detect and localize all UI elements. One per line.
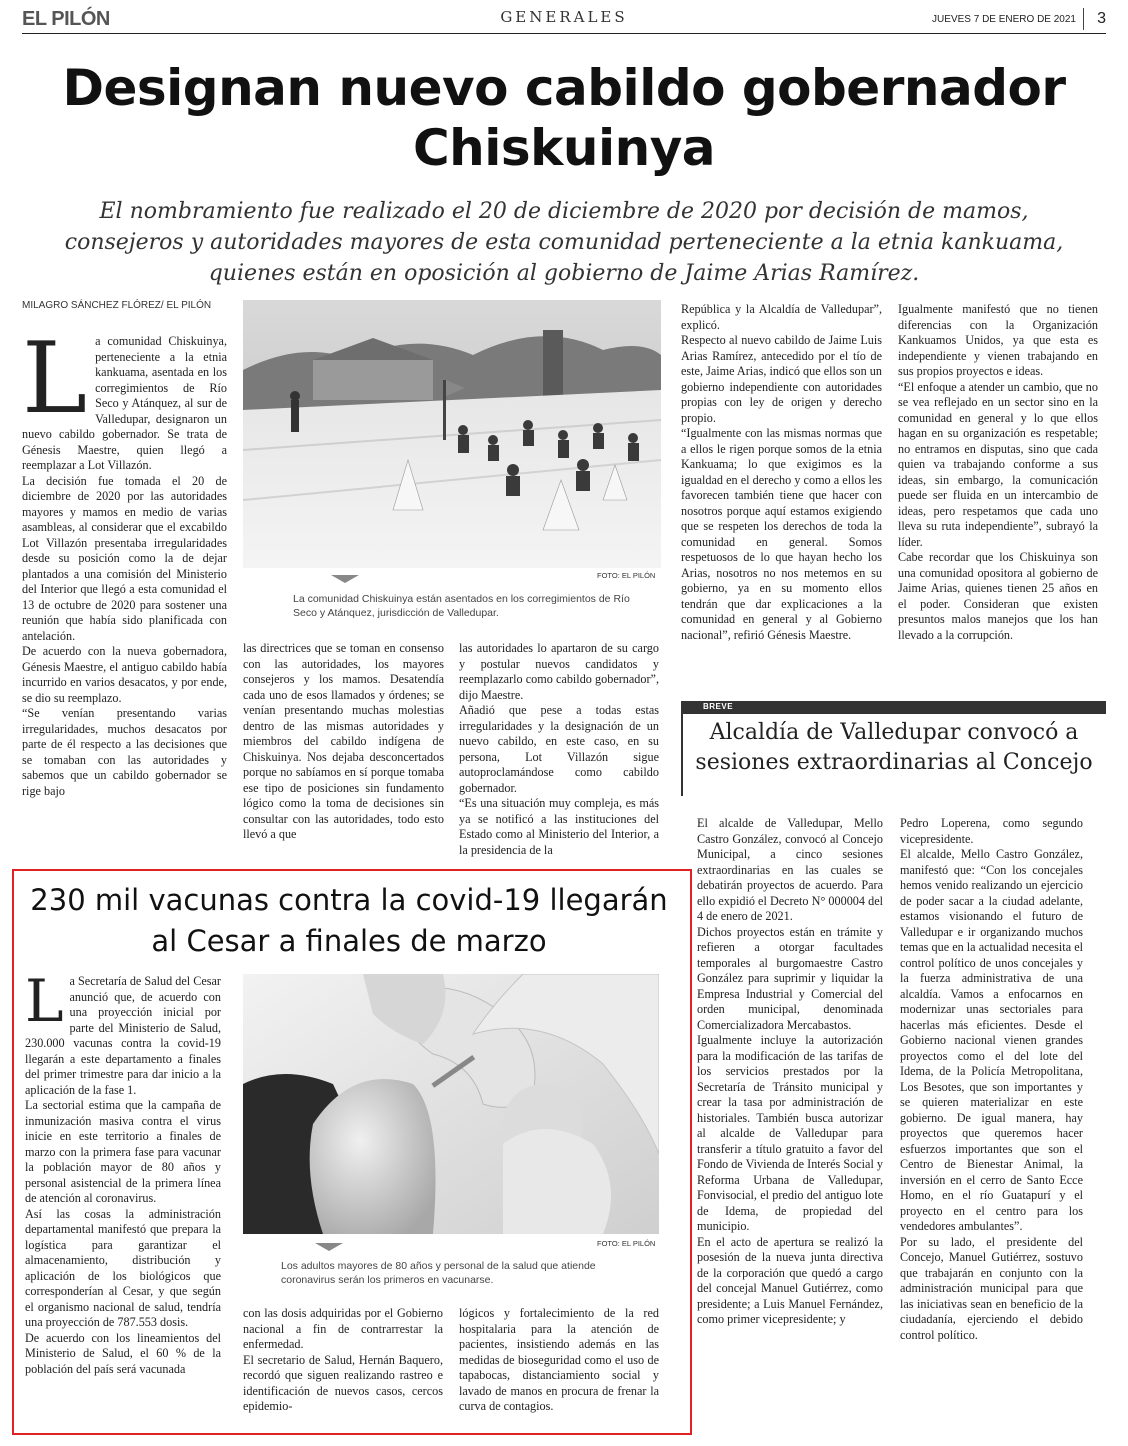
paragraph: “Es una situación muy compleja, es más ya se notificó a las instituciones del Estado como al Ministerio del Interior, a la presidencia de la: [459, 796, 659, 857]
newspaper-logo: EL PILÓN: [22, 8, 110, 30]
paragraph: Así las cosas la administración departamental manifestó que prepara la logística para garantizar el almacenamiento, distribución y aplicación de los biológicos que corresponderían al Cesar, y que según el organismo nacional de salud, tendría una proyección de 787.553 dosis.: [25, 1206, 221, 1329]
paragraph: De acuerdo con la nueva gobernadora, Génesis Maestre, el antiguo cabildo había incurrido en varios desacatos, y por ende, se dio su reemplazo.: [22, 644, 227, 705]
photo-caption: La comunidad Chiskuinya están asentados en los corregimientos de Río Seco y Atánquez, jurisdicción de Valledupar.: [293, 593, 630, 619]
paragraph: República y la Alcaldía de Valledupar”, explicó.: [681, 302, 882, 332]
paragraph: Respecto al nuevo cabildo de Jaime Luis Arias Ramírez, antecedido por el tío de este, Jaime Arias, indicó que ellos son un gobierno independiente con autoridades propias con ley de origen y derecho propio.: [681, 333, 882, 425]
issue-date: JUEVES 7 DE ENERO DE 2021: [932, 14, 1076, 25]
breve-rule: [681, 714, 683, 796]
photo-credit: FOTO: EL PILÓN: [597, 571, 656, 580]
vaccine-column-1: [25, 967, 221, 1424]
divider: [1083, 8, 1084, 30]
vaccine-headline: 230 mil vacunas contra la covid-19 llegarán al Cesar a finales de marzo: [30, 883, 668, 958]
byline: MILAGRO SÁNCHEZ FLÓREZ/ EL PILÓN: [22, 300, 212, 311]
vaccine-column-3: [459, 1306, 659, 1424]
main-column-3: [459, 641, 659, 863]
main-column-1: [22, 322, 227, 864]
paragraph: “Igualmente con las mismas normas que a ellos le rigen porque somos de la etnia Kankuama; lo que exigimos es la igualdad en el derecho y como a ellos les favorecen también tiene que hacer con nosotros porque aquí estamos exigiendo que se respeten los derechos de toda la comunidad en general. Somos respetuosos de lo que hayan hecho los Arias, nosotros no nos metemos en su gobierno, ya en su momento ellos tendrán que dar explicaciones a la comunidad en general y al Gobierno nacional”, refirió Génesis Maestre.: [681, 426, 882, 642]
caption-pointer-icon: [315, 1243, 343, 1251]
paragraph: las autoridades lo apartaron de su cargo y postular nuevos candidatos y reemplazarlo como cabildo gobernador”, dijo Maestre.: [459, 641, 659, 702]
paragraph: a Secretaría de Salud del Cesar anunció que, de acuerdo con una proyección inicial por parte del Ministerio de Salud, 230.000 vacunas contra la covid-19 llegarán a este departamento a finales del primer trimestre para dar inicio a la aplicación de la fase 1.: [25, 974, 221, 1097]
paragraph: Pedro Loperena, como segundo vicepresidente.: [900, 816, 1083, 846]
section-title: GENERALES: [500, 8, 628, 26]
dropcap: L: [25, 967, 64, 1035]
paragraph: Igualmente manifestó que no tienen diferencias con la Organización Kankuamos Unidos, ya que esta es independiente y vienen trabajando en sus propios proyectos e ideas.: [898, 302, 1098, 378]
paragraph: “Se venían presentando varias irregularidades, muchos desacatos por parte de él respecto a las decisiones que se tomaban con las autoridades y sabemos que un cabildo gobernador se rige bajo: [22, 706, 227, 798]
breve-headline: Alcaldía de Valledupar convocó a sesiones extraordinarias al Concejo: [695, 720, 1093, 775]
paragraph: Cabe recordar que los Chiskuinya son una comunidad opositora al gobierno de Jaime Arias, quienes tienen 25 años en el poder. Consideran que existen presuntos malos manejos que los han llevado a la corrupción.: [898, 550, 1098, 642]
photo-caption: Los adultos mayores de 80 años y personal de la salud que atiende coronavirus serán los primeros en vacunarse.: [281, 1260, 596, 1286]
breve-tag: BREVE: [703, 702, 734, 711]
photo-credit: FOTO: EL PILÓN: [597, 1239, 656, 1248]
community-photo: [243, 300, 661, 568]
breve-column-2: [900, 816, 1083, 1416]
masthead: [22, 6, 1106, 34]
paragraph: La decisión fue tomada el 20 de diciembre de 2020 por las autoridades mayores y mamos en medio de varias asambleas, al considerar que el excabildo Lot Villazón presentaba irregularidades desde su posición como la de dejar plantados a una comisión del Ministerio del Interior que llegó a esta comunidad el 13 de octubre de 2020 para sostener una reunión que había sido planificada con antelación.: [22, 473, 227, 643]
paragraph: Añadió que pese a todas estas irregularidades y la designación de un nuevo cabildo, en este caso, en su persona, Lot Villazón sigue autoproclamándose como cabildo gobernador.: [459, 703, 659, 795]
paragraph: La sectorial estima que la campaña de inmunización masiva contra el virus inicie en este territorio a finales de marzo con la primera fase para vacunar la población mayor de 80 años y personal asistencial de la primera línea de atención al coronavirus.: [25, 1098, 221, 1205]
paragraph: las directrices que se toman en consenso con las autoridades, los mayores consejeros y los mamos. Desatendía cada uno de esos llamados y órdenes; se venían presentando muchas molestias dentro de las mismas autoridades y miembros del cabildo indígena de Chiskuinya. Nos dejaba desconcertados porque no sabíamos en sí porque tomaba ese tipo de posiciones sin fundamento lógico como la toma de decisiones sin consultar con las autoridades, todo esto llevó a que: [243, 641, 444, 841]
paragraph: Por su lado, el presidente del Concejo, Manuel Gutiérrez, sostuvo que trabajarán en conjunto con la administración municipal para que las iniciativas sean en beneficio de la ciudadanía, ejerciendo el debido control político.: [900, 1234, 1083, 1342]
breve-bar: [681, 701, 1106, 714]
paragraph: Dichos proyectos están en trámite y refieren a otorgar facultades temporales al burgomaestre Castro González para suprimir y liquidar la Empresa Industrial y Comercial del orden municipal, denominada Comercializadora Mercabastos.: [697, 924, 883, 1032]
page-number: 3: [1097, 10, 1106, 27]
paragraph: con las dosis adquiridas por el Gobierno nacional a fin de contrarrestar la enfermedad.: [243, 1306, 443, 1351]
paragraph: El secretario de Salud, Hernán Baquero, recordó que siguen realizando rastreo e identificación de nuevos casos, cercos epidemio-: [243, 1352, 443, 1413]
vaccine-column-2: [243, 1306, 443, 1424]
main-headline: Designan nuevo cabildo gobernador Chiskuinya: [62, 59, 1066, 177]
paragraph: lógicos y fortalecimiento de la red hospitalaria para la atención de pacientes, insistiendo además en las medidas de bioseguridad como el uso de tapabocas, distanciamiento social y lavado de manos en procura de frenar la curva de contagios.: [459, 1306, 659, 1413]
main-column-5: [898, 302, 1098, 682]
paragraph: De acuerdo con los lineamientos del Ministerio de Salud, el 60 % de la población del país será vacunada: [25, 1330, 221, 1376]
vaccination-photo: [243, 974, 659, 1234]
paragraph: a comunidad Chiskuinya, perteneciente a la etnia kankuama, asentada en los corregimientos de Río Seco y Atánquez, al sur de Valledupar, designaron un nuevo cabildo gobernador. Se trata de Génesis Maestre, quien llegó a reemplazar a Lot Villazón.: [22, 334, 227, 472]
paragraph: El alcalde de Valledupar, Mello Castro González, convocó al Concejo Municipal, a cinco sesiones extraordinarias en las cuales se debatirán proyectos de acuerdo. Para ello expidió el Decreto N° 000004 del 4 de enero de 2021.: [697, 816, 883, 923]
paragraph: “El enfoque a atender un cambio, que no se vea reflejado en un sector sino en la comunidad en general y lo que ellos hagan en su organización es respetable; no entramos en disputas, sino que cada quien va trabajando conforme a sus ideas, sin embargo, la comunicación puede ser fluida en un intercambio de ideas, pero respetamos que cada uno lleva su ruta independiente”, subrayó la líder.: [898, 379, 1098, 549]
dropcap: L: [22, 322, 88, 436]
paragraph: Igualmente incluye la autorización para la modificación de las tarifas de los servicios prestados por la Secretaría de Tránsito municipal y crear la tasa por administración de historiales. También busca autorizar al alcalde de Valledupar para transferir a título gratuito a favor del Fondo de Vivienda de Interés Social y Reforma Urbana de Valledupar, Fonvisocial, el predio del antiguo lote de Idema, de propiedad del municipio.: [697, 1033, 883, 1233]
main-column-4: [681, 302, 882, 682]
main-column-2: [243, 641, 444, 863]
breve-column-1: [697, 816, 883, 1416]
caption-pointer-icon: [331, 575, 359, 583]
paragraph: El alcalde, Mello Castro González, manifestó que: “Con los concejales hemos venido realizando un ejercicio de poder sacar a la ciudad adelante, estamos visionando el futuro de Valledupar e ir organizando muchos temas que en la actualidad necesita el control político de unos concejales y la fuerza administrativa de una alcaldía. Vamos a enfocarnos en modernizar unas sectoriales para hacerlas más eficientes. Desde el Gobierno nacional vienen grandes proyectos como el del lote del Idema, de la Policía Metropolitana, Los Besotes, que son importantes y se quieren materializar en este gobierno. De igual manera, hay proyectos que queremos hacer esfuerzos importantes que son el Centro de Bienestar Animal, la inversión en el cerro de Santo Ecce Homo, en el río Guatapurí y el proyecto en el centro para los vendedores ambulantes”.: [900, 847, 1083, 1233]
paragraph: En el acto de apertura se realizó la posesión de la nueva junta directiva de la corporación que quedó a cargo del concejal Manuel Gutiérrez, como presidente; a Luis Manuel Fernández, como primer vicepresidente; y: [697, 1234, 883, 1326]
main-subhead: El nombramiento fue realizado el 20 de diciembre de 2020 por decisión de mamos, consejeros y autoridades mayores de esta comunidad perteneciente a la etnia kankuama, quienes están en oposición al gobierno de Jaime Arias Ramírez.: [64, 199, 1064, 286]
